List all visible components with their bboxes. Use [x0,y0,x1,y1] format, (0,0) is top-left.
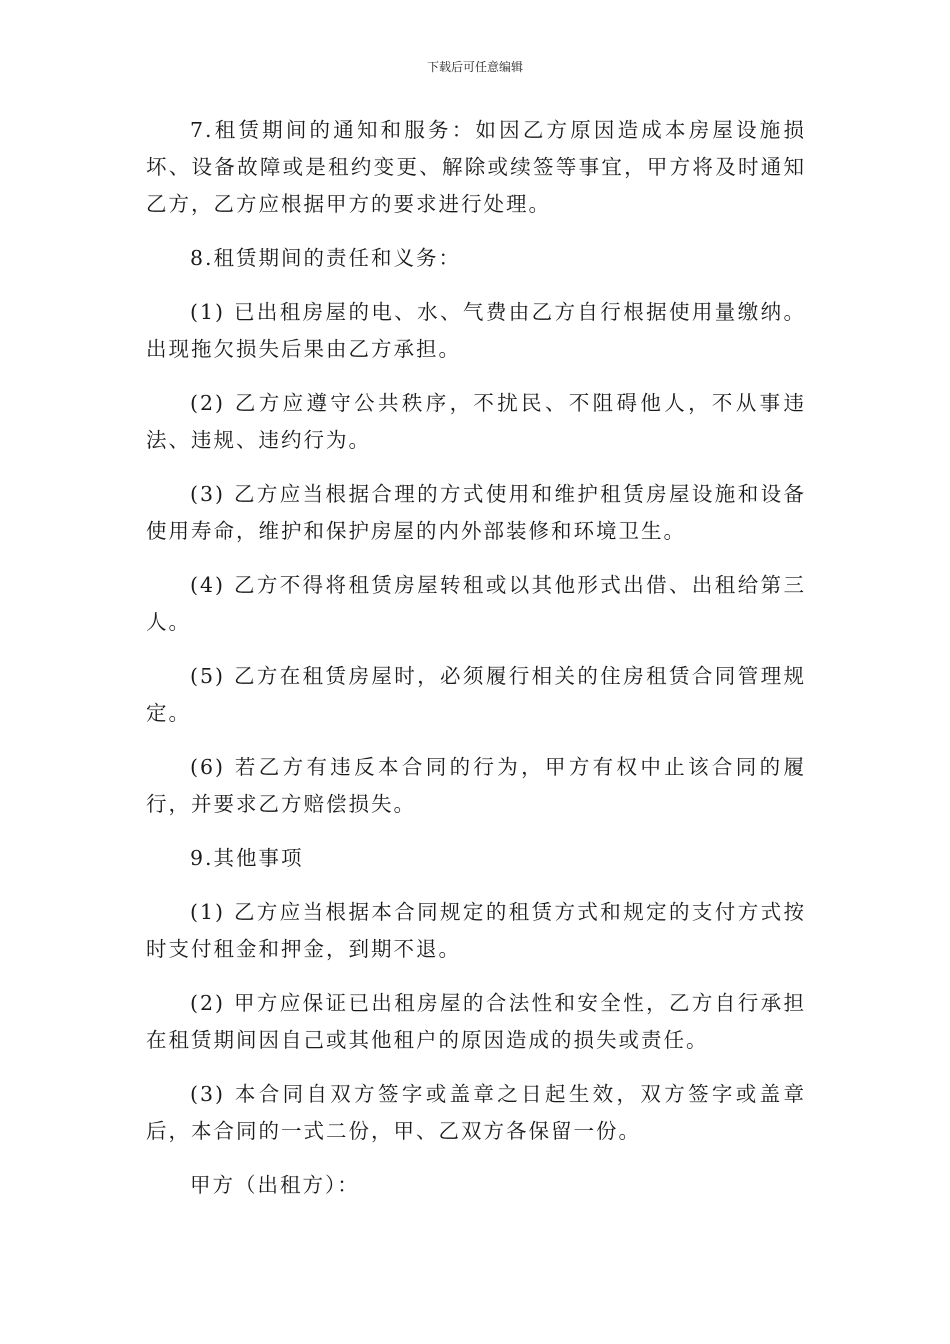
page-header: 下载后可任意编辑 [426,60,523,74]
clause-8-item-4: (4) 乙方不得将租赁房屋转租或以其他形式出借、出租给第三人。 [146,573,806,634]
clause-8-item-5: (5) 乙方在租赁房屋时，必须履行相关的住房租赁合同管理规定。 [146,664,806,725]
clause-9-item-3: (3) 本合同自双方签字或盖章之日起生效，双方签字或盖章后，本合同的一式二份，甲、乙双方各保留一份。 [146,1082,806,1143]
party-a-signature-label: 甲方（出租方）： [190,1173,360,1197]
clause-8-heading: 8.租赁期间的责任和义务： [190,246,462,270]
clause-7-notice-service: 7.租赁期间的通知和服务：如因乙方原因造成本房屋设施损坏、设备故障或是租约变更、解除或续签等事宜，甲方将及时通知乙方，乙方应根据甲方的要求进行处理。 [146,118,806,216]
clause-8-item-1: (1) 已出租房屋的电、水、气费由乙方自行根据使用量缴纳。出现拖欠损失后果由乙方承担。 [146,300,806,361]
clause-9-item-1: (1) 乙方应当根据本合同规定的租赁方式和规定的支付方式按时支付租金和押金，到期不退。 [146,900,806,961]
clause-8-item-3: (3) 乙方应当根据合理的方式使用和维护租赁房屋设施和设备使用寿命，维护和保护房屋的内外部装修和环境卫生。 [146,482,806,543]
clause-9-heading: 9.其他事项 [190,846,304,870]
document-body [146,112,806,1221]
clause-9-item-2: (2) 甲方应保证已出租房屋的合法性和安全性，乙方自行承担在租赁期间因自己或其他租户的原因造成的损失或责任。 [146,991,806,1052]
clause-8-item-6: (6) 若乙方有违反本合同的行为，甲方有权中止该合同的履行，并要求乙方赔偿损失。 [146,755,806,816]
clause-8-item-2: (2) 乙方应遵守公共秩序，不扰民、不阻碍他人，不从事违法、违规、违约行为。 [146,391,806,452]
